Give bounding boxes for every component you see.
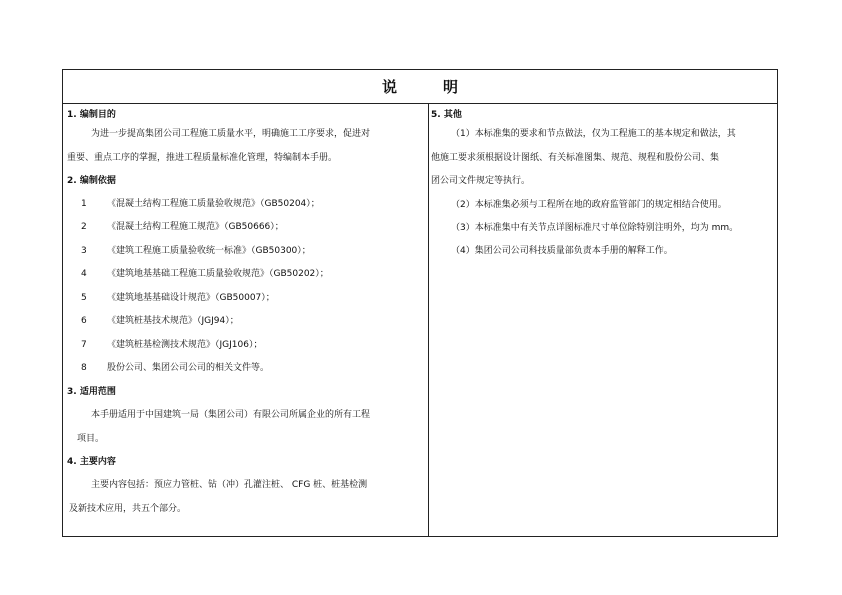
note-1-line-1: （1）本标准集的要求和节点做法，仅为工程施工的基本规定和做法，其 xyxy=(451,129,736,139)
section-5-heading: 5. 其他 xyxy=(431,110,462,120)
section-1-line-1: 为进一步提高集团公司工程施工质量水平，明确施工工序要求，促进对 xyxy=(91,129,371,139)
reference-item xyxy=(81,338,262,352)
reference-number: 2 xyxy=(81,222,87,232)
reference-text: 《建筑桩基检测技术规范》（JGJ106）； xyxy=(107,340,263,350)
section-1-line-2: 重要、重点工序的掌握，推进工程质量标准化管理，特编制本手册。 xyxy=(67,153,338,163)
note-3: （3）本标准集中有关节点详图标准尺寸单位除特别注明外，均为 mm。 xyxy=(451,223,739,233)
reference-item xyxy=(81,291,275,305)
reference-item xyxy=(81,244,311,258)
reference-text: 《建筑工程施工质量验收统一标准》（GB50300）； xyxy=(107,246,311,256)
explanation-sheet xyxy=(62,69,778,537)
section-3-line-1: 本手册适用于中国建筑一局（集团公司）有限公司所属企业的所有工程 xyxy=(91,410,371,420)
reference-item xyxy=(81,314,239,328)
reference-text: 股份公司、集团公司公司的相关文件等。 xyxy=(107,363,270,373)
page-title xyxy=(382,76,458,97)
reference-number: 5 xyxy=(81,293,87,303)
title-char-left: 说 xyxy=(381,78,397,96)
note-1-line-3: 团公司文件规定等执行。 xyxy=(431,176,531,186)
reference-number: 4 xyxy=(81,269,87,279)
title-char-right: 明 xyxy=(443,78,459,96)
reference-number: 8 xyxy=(81,363,87,373)
note-4: （4）集团公司公司科技质量部负责本手册的解释工作。 xyxy=(451,246,673,256)
section-3-heading: 3. 适用范围 xyxy=(67,387,116,397)
note-2: （2）本标准集必须与工程所在地的政府监管部门的规定相结合使用。 xyxy=(451,200,727,210)
reference-item xyxy=(81,220,284,234)
section-4-line-2: 及新技术应用，共五个部分。 xyxy=(69,504,187,514)
reference-text: 《建筑桩基技术规范》（JGJ94）； xyxy=(107,316,239,326)
reference-number: 6 xyxy=(81,316,87,326)
reference-item xyxy=(81,197,320,211)
note-1-line-2: 他施工要求须根据设计图纸、有关标准图集、规范、规程和股份公司、集 xyxy=(431,153,720,163)
reference-text: 《建筑地基基础工程施工质量验收规范》（GB50202）； xyxy=(107,269,329,279)
reference-item xyxy=(81,267,329,281)
section-2-heading: 2. 编制依据 xyxy=(67,176,116,186)
title-row xyxy=(63,70,777,104)
reference-text: 《建筑地基基础设计规范》（GB50007）； xyxy=(107,293,275,303)
section-3-line-2: 项目。 xyxy=(77,434,105,444)
reference-text: 《混凝土结构工程施工规范》（GB50666）； xyxy=(107,222,284,232)
column-divider xyxy=(428,104,429,536)
section-4-heading: 4. 主要内容 xyxy=(67,457,116,467)
reference-number: 1 xyxy=(81,199,87,209)
reference-number: 7 xyxy=(81,340,87,350)
reference-item xyxy=(81,361,269,375)
section-4-line-1: 主要内容包括：预应力管桩、钻（冲）孔灌注桩、 CFG 桩、桩基检测 xyxy=(91,480,368,490)
reference-number: 3 xyxy=(81,246,87,256)
section-1-heading: 1. 编制目的 xyxy=(67,110,116,120)
reference-text: 《混凝土结构工程施工质量验收规范》（GB50204）； xyxy=(107,199,320,209)
